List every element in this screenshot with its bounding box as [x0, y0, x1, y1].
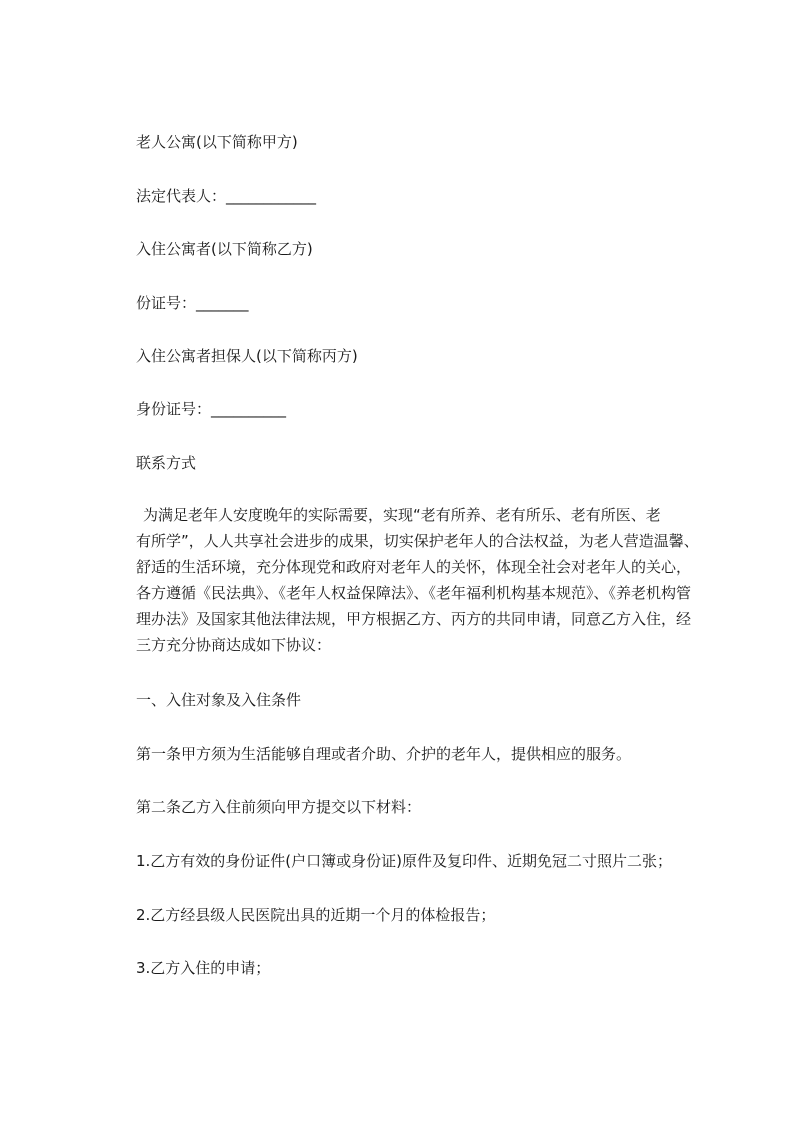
preamble-line: 各方遵循《民法典》、《老年人权益保障法》、《老年福利机构基本规范》、《养老机构管	[136, 584, 692, 602]
party-b-id-line: 份证号：_______	[136, 294, 249, 312]
legal-representative-line: 法定代表人：____________	[136, 187, 317, 205]
party-a-line: 老人公寓(以下简称甲方)	[136, 133, 298, 151]
party-c-line: 入住公寓者担保人(以下简称丙方)	[136, 347, 358, 365]
preamble-line: 为满足老年人安度晚年的实际需要，实现“老有所养、老有所乐、老有所医、老	[143, 506, 661, 524]
preamble-line: 三方充分协商达成如下协议：	[136, 636, 332, 654]
contact-line: 联系方式	[136, 454, 197, 472]
article-1: 第一条甲方须为生活能够自理或者介助、介护的老年人，提供相应的服务。	[136, 745, 632, 763]
article-2: 第二条乙方入住前须向甲方提交以下材料：	[136, 798, 422, 816]
material-item-1: 1.乙方有效的身份证件(户口簿或身份证)原件及复印件、近期免冠二寸照片二张；	[136, 852, 673, 870]
preamble-line: 理办法》及国家其他法律法规，甲方根据乙方、丙方的共同申请，同意乙方入住，经	[136, 610, 692, 628]
party-c-id-line: 身份证号：__________	[136, 400, 287, 418]
material-item-3: 3.乙方入住的申请；	[136, 959, 271, 977]
preamble-line: 有所学”，人人共享社会进步的成果，切实保护老年人的合法权益，为老人营造温馨、	[136, 532, 699, 550]
material-item-2: 2.乙方经县级人民医院出具的近期一个月的体检报告；	[136, 906, 496, 924]
preamble-line: 舒适的生活环境，充分体现党和政府对老年人的关怀，体现全社会对老年人的关心，	[136, 558, 692, 576]
preamble-paragraph	[136, 502, 708, 658]
party-b-line: 入住公寓者(以下简称乙方)	[136, 240, 313, 258]
section-1-heading: 一、入住对象及入住条件	[136, 691, 302, 709]
